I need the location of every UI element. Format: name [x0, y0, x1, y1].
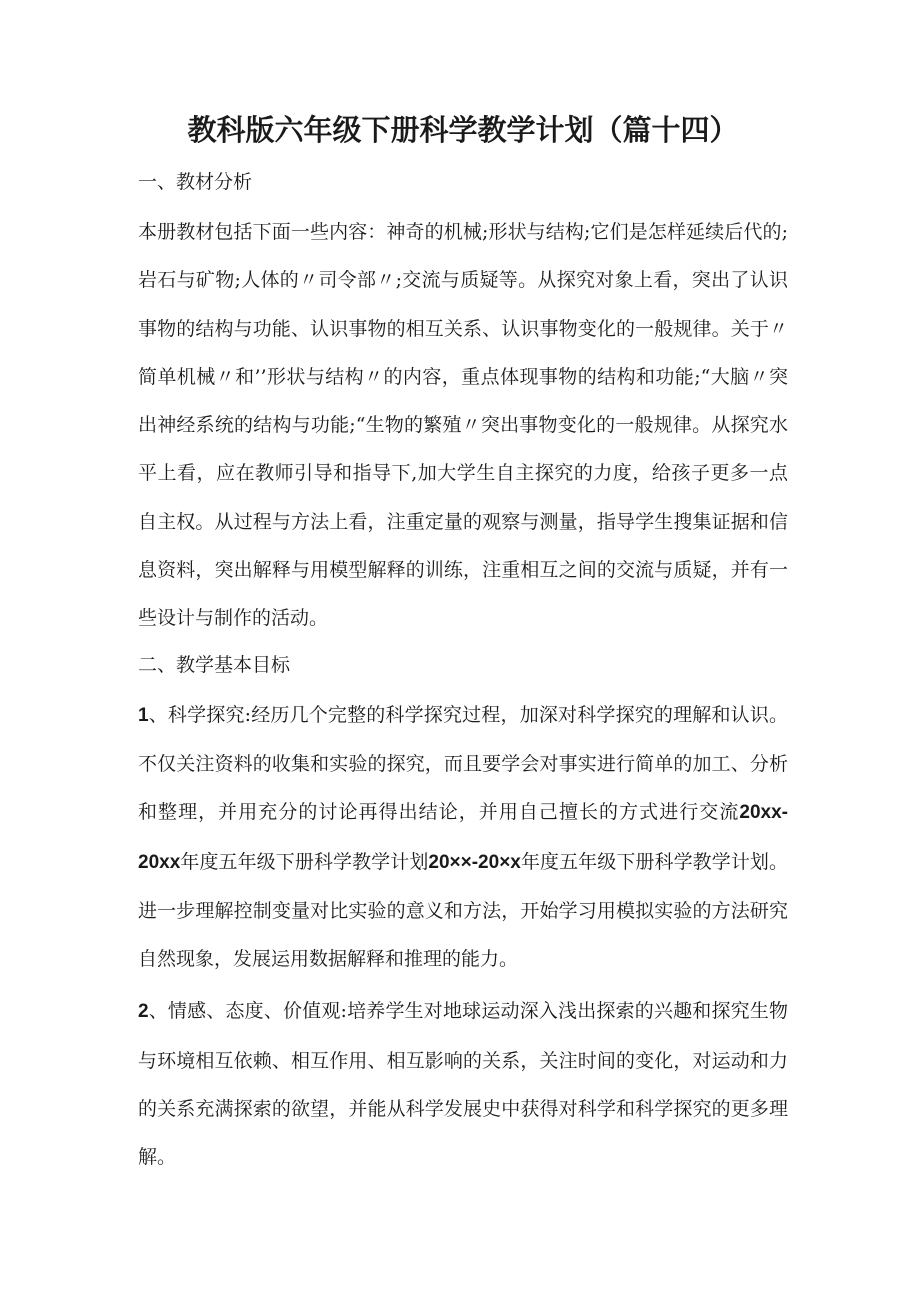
item-text: 年度五年级下册科学教学计划。进一步理解控制变量对比实验的意义和方法，开始学习用模拟实验的方法研究自然现象，发展运用数据解释和推理的能力。: [138, 850, 788, 971]
item-text: 、科学探究:经历几个完整的科学探究过程，加深对科学探究的理解和认识。不仅关注资料的收集和实验的探究，而且要学会对事实进行简单的加工、分析和整理，并用充分的讨论再得出结论，并用自己擅长的方式进行交流: [138, 703, 788, 824]
materials-analysis-paragraph: 本册教材包括下面一些内容：神奇的机械;形状与结构;它们是怎样延续后代的;岩石与矿物;人体的〃司令部〃;交流与质疑等。从探究对象上看，突出了认识事物的结构与功能、认识事物的相互关系、认识事物变化的一般规律。关于〃简单机械〃和’’形状与结构〃的内容，重点体现事物的结构和功能;“大脑〃突出神经系统的结构与功能;“生物的繁殖〃突出事物变化的一般规律。从探究水平上看，应在教师引导和指导下,加大学生自主探究的力度，给孩子更多一点自主权。从过程与方法上看，注重定量的观察与测量，指导学生搜集证据和信息资料，突出解释与用模型解释的训练，注重相互之间的交流与质疑，并有一些设计与制作的活动。: [138, 221, 788, 630]
item-text: 、情感、态度、价值观:培养学生对地球运动深入浅出探索的兴趣和探究生物与环境相互依赖、相互作用、相互影响的关系，关注时间的变化，对运动和力的关系充满探索的欲望，并能从科学发展史中获得对科学和科学探究的更多理解。: [138, 1000, 788, 1169]
goal-item-attitudes-values: [138, 987, 788, 1181]
item-number: 2: [138, 1001, 149, 1023]
item-text: 年度五年级下册科学教学计划: [180, 850, 429, 873]
document-title: 教科版六年级下册科学教学计划（篇十四）: [187, 113, 739, 147]
item-number: 1: [138, 704, 149, 726]
section-heading-goals: 二、教学基本目标: [138, 653, 291, 676]
year-range: 20××-20×x: [428, 851, 521, 873]
document-page: [138, 108, 788, 1182]
section-heading-materials: 一、教材分析: [138, 171, 253, 193]
year-range: 20xx-20xx: [138, 802, 788, 873]
goal-item-scientific-inquiry: [138, 691, 788, 984]
